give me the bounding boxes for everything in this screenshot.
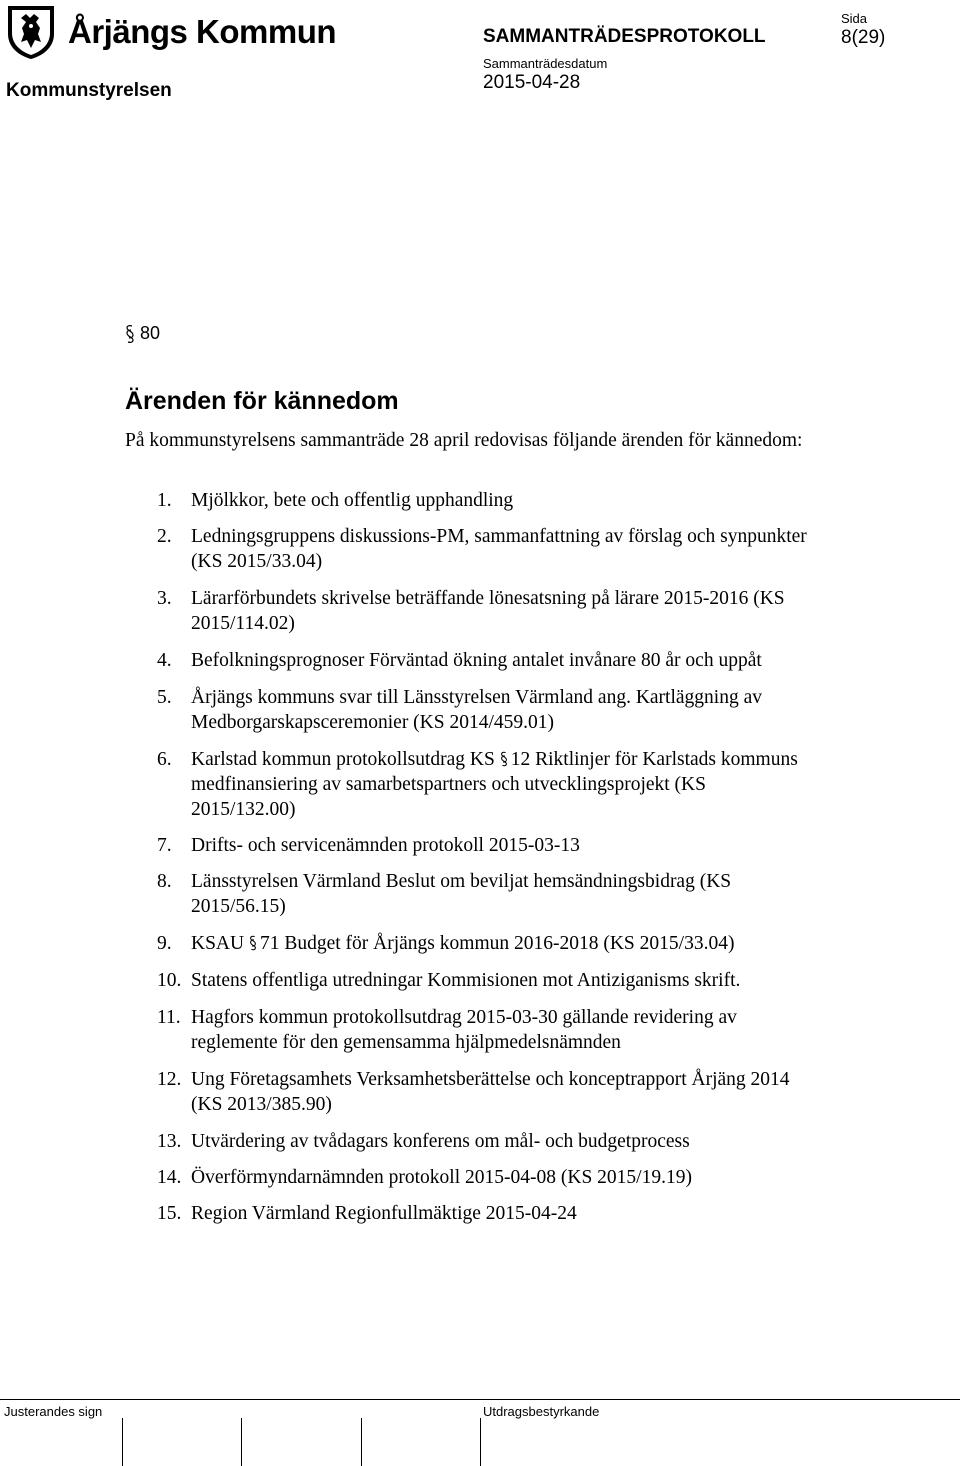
coat-of-arms-icon [6, 4, 56, 60]
signature-cell-divider [361, 1418, 362, 1466]
item-number: 9. [157, 933, 172, 954]
agenda-list [125, 488, 815, 1226]
list-item [125, 747, 815, 822]
section-number: 80 [140, 323, 161, 343]
list-item [125, 648, 815, 673]
item-number: 8. [157, 871, 172, 892]
item-text: Region Värmland Regionfullmäktige 2015-04-24 [191, 1203, 577, 1224]
adjuster-signature-label: Justerandes sign [4, 1404, 103, 1419]
signature-cell-divider [122, 1418, 123, 1466]
item-text: Ledningsgruppens diskussions-PM, sammanfattning av förslag och synpunkter (KS 2015/33.04) [191, 526, 807, 572]
item-text: Ung Företagsamhets Verksamhetsberättelse och konceptrapport Årjäng 2014 (KS 2013/385.90) [191, 1069, 790, 1115]
item-text-part: 71 Budget för Årjängs kommun 2016-2018 (KS 2015/33.04) [259, 933, 735, 954]
item-text [191, 747, 815, 822]
meeting-date-value: 2015-04-28 [483, 72, 581, 93]
list-item [125, 1005, 815, 1055]
certification-label: Utdragsbestyrkande [483, 1404, 600, 1419]
page-label: Sida [841, 11, 868, 26]
item-text: Drifts- och servicenämnden protokoll 2015-03-13 [191, 835, 580, 856]
item-text: Befolkningsprognoser Förväntad ökning antalet invånare 80 år och uppåt [191, 650, 762, 671]
list-item [125, 869, 815, 919]
item-number: 1. [157, 490, 172, 511]
list-item [125, 524, 815, 574]
section-sign-icon [249, 935, 257, 951]
list-item [125, 1067, 815, 1117]
item-text-part: 12 Riktlinjer för Karlstads kommuns medfinansiering av samarbetspartners och utvecklingsprojekt (KS 2015/132.00) [191, 749, 798, 820]
item-text: Länsstyrelsen Värmland Beslut om beviljat hemsändningsbidrag (KS 2015/56.15) [191, 871, 732, 917]
item-text: Årjängs kommuns svar till Länsstyrelsen Värmland ang. Kartläggning av Medborgarskapsceremonier (KS 2014/459.01) [191, 687, 762, 733]
item-number: 2. [157, 526, 172, 547]
section-sign-icon [500, 751, 508, 767]
item-text: Lärarförbundets skrivelse beträffande lönesatsning på lärare 2015-2016 (KS 2015/114.02) [191, 588, 785, 634]
signature-cell-divider [480, 1418, 481, 1466]
signature-table-border [0, 1399, 960, 1400]
item-text [191, 931, 815, 956]
section-heading: Ärenden för kännedom [125, 387, 399, 415]
list-item [125, 586, 815, 636]
item-text: Överförmyndarnämnden protokoll 2015-04-08 (KS 2015/19.19) [191, 1167, 692, 1188]
item-number: 7. [157, 835, 172, 856]
document-title: SAMMANTRÄDESPROTOKOLL [483, 26, 766, 47]
item-number: 14. [157, 1167, 182, 1188]
item-number: 3. [157, 588, 172, 609]
intro-paragraph: På kommunstyrelsens sammanträde 28 april redovisas följande ärenden för kännedom: [125, 430, 803, 451]
item-number: 12. [157, 1069, 182, 1090]
list-item [125, 833, 815, 858]
item-number: 15. [157, 1203, 182, 1224]
item-number: 11. [157, 1007, 181, 1028]
list-item [125, 1165, 815, 1190]
committee-name: Kommunstyrelsen [6, 80, 172, 101]
logo-text: Årjängs Kommun [68, 13, 337, 50]
item-text-part: KSAU [191, 933, 249, 954]
list-item [125, 488, 815, 513]
signature-cell-divider [241, 1418, 242, 1466]
item-text: Statens offentliga utredningar Kommisionen mot Antiziganisms skrift. [191, 970, 741, 991]
item-text-part: Karlstad kommun protokollsutdrag KS [191, 749, 500, 770]
section-sign-icon [125, 324, 135, 344]
item-text: Mjölkkor, bete och offentlig upphandling [191, 490, 514, 511]
item-text: Hagfors kommun protokollsutdrag 2015-03-30 gällande revidering av reglemente för den gemensamma hjälpmedelsnämnden [191, 1007, 737, 1053]
list-item [125, 685, 815, 735]
section-marker [125, 323, 160, 344]
list-item [125, 968, 815, 993]
item-number: 6. [157, 749, 172, 770]
item-number: 4. [157, 650, 172, 671]
meeting-date-label: Sammanträdesdatum [483, 56, 608, 71]
list-item [125, 1201, 815, 1226]
page-number: 8(29) [841, 27, 886, 48]
item-text: Utvärdering av tvådagars konferens om mål- och budgetprocess [191, 1131, 690, 1152]
municipality-logo [6, 4, 336, 60]
item-number: 5. [157, 687, 172, 708]
list-item [125, 931, 815, 956]
item-number: 13. [157, 1131, 182, 1152]
list-item [125, 1129, 815, 1154]
item-number: 10. [157, 970, 182, 991]
